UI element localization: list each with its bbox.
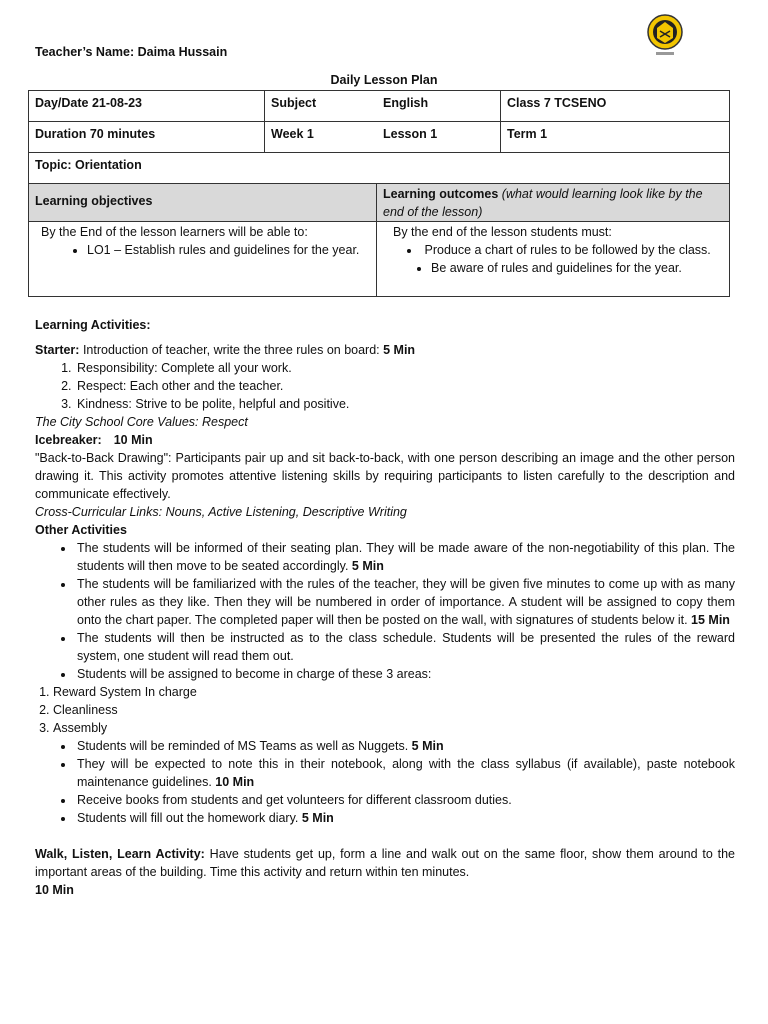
outcome-item: • Be aware of rules and guidelines for the year.	[431, 259, 723, 277]
table-row	[29, 222, 729, 296]
other-activities-list	[35, 539, 735, 683]
icebreaker-time: 10 Min	[113, 433, 153, 447]
lesson-plan-table	[28, 90, 730, 297]
list-item	[75, 809, 735, 827]
cross-curricular: Cross-Curricular Links: Nouns, Active Listening, Descriptive Writing	[35, 505, 407, 519]
item-time: 10 Min	[215, 775, 255, 789]
subject-cell	[265, 91, 501, 121]
subject-value: English	[383, 96, 429, 110]
starter-time: 5 Min	[383, 343, 416, 357]
item-text: Students will be reminded of MS Teams as well as Nuggets.	[77, 739, 412, 753]
item-time: 5 Min	[301, 811, 334, 825]
item-text: Students will be assigned to become in charge of these 3 areas:	[77, 667, 432, 681]
item-text: The students will be familiarized with the rules of the teacher, they will be given five minutes to come up with as many other rules as they like. Then they will be numbered in order of importance. A student will be assigned to copy them onto the chart paper. The completed paper will then be posted on the wall, with signatures of students below it.	[77, 577, 735, 627]
item-text: Receive books from students and get volunteers for different classroom duties.	[77, 793, 512, 807]
icebreaker-line	[35, 431, 735, 449]
core-values: The City School Core Values: Respect	[35, 415, 248, 429]
activities-heading: Learning Activities:	[35, 318, 151, 332]
learning-activities	[35, 316, 735, 899]
outcomes-cell	[377, 222, 729, 296]
rules-list	[35, 359, 735, 413]
table-row	[29, 184, 729, 222]
icebreaker-label: Icebreaker:	[35, 433, 102, 447]
starter-line	[35, 341, 735, 359]
class-cell: Class 7 TCSENO	[507, 96, 607, 110]
walk-activity	[35, 845, 735, 881]
week-label: Week 1	[271, 127, 314, 141]
list-item	[75, 665, 735, 683]
other-activities-heading: Other Activities	[35, 523, 127, 537]
walk-text: Have students get up, form a line and walk out on the same floor, show them around to the important areas of the building. Time this activity and return within ten minutes.	[35, 847, 735, 879]
starter-text: Introduction of teacher, write the three rules on board:	[79, 343, 384, 357]
list-item: 2. Respect: Each other and the teacher.	[75, 377, 735, 395]
subject-label: Subject	[271, 96, 317, 110]
objectives-heading: Learning objectives	[29, 184, 377, 221]
lesson-label: Lesson 1	[383, 127, 438, 141]
list-item: 1. Responsibility: Complete all your work.	[75, 359, 735, 377]
item-time: 5 Min	[411, 739, 444, 753]
item-time: 15 Min	[691, 613, 730, 627]
list-item	[75, 629, 735, 665]
table-row	[29, 91, 729, 122]
list-item	[75, 755, 735, 791]
item-text: Students will fill out the homework diary.	[77, 811, 302, 825]
school-crest-logo	[646, 11, 684, 59]
outcomes-note: (what would learning look like by the end of the lesson)	[383, 187, 703, 219]
list-item	[75, 791, 735, 809]
walk-time: 10 Min	[35, 883, 74, 897]
day-date-cell: Day/Date 21-08-23	[29, 91, 265, 121]
outcomes-heading-cell	[377, 184, 729, 221]
outcomes-intro: By the end of the lesson students must:	[393, 225, 612, 239]
teacher-name: Teacher’s Name: Daima Hussain	[35, 45, 228, 59]
topic-cell: Topic: Orientation	[35, 158, 142, 172]
item-text: They will be expected to note this in their notebook, along with the class syllabus (if available), paste notebook maintenance guidelines.	[77, 757, 735, 789]
outcome-item: • Produce a chart of rules to be followed by the class.	[407, 241, 723, 259]
duration-cell: Duration 70 minutes	[29, 122, 265, 152]
table-row	[29, 122, 729, 153]
starter-label: Starter:	[35, 343, 80, 357]
objective-item: • LO1 – Establish rules and guidelines for the year.	[87, 241, 370, 259]
outcomes-heading: Learning outcomes	[383, 187, 499, 201]
item-time: 5 Min	[351, 559, 384, 573]
more-activities-list	[35, 737, 735, 827]
areas-list	[13, 683, 735, 737]
item-text: The students will then be instructed as to the class schedule. Students will be presented the rules of the reward system, one student will read them out.	[77, 631, 735, 663]
list-item: 2. Cleanliness	[53, 701, 735, 719]
objectives-cell	[29, 222, 377, 296]
list-item	[75, 539, 735, 575]
week-lesson-cell	[265, 122, 501, 152]
walk-label: Walk, Listen, Learn Activity:	[35, 847, 205, 861]
list-item: 1. Reward System In charge	[53, 683, 735, 701]
list-item	[75, 575, 735, 629]
document-title: Daily Lesson Plan	[330, 73, 438, 87]
list-item	[75, 737, 735, 755]
list-item: 3. Assembly	[53, 719, 735, 737]
item-text: The students will be informed of their seating plan. They will be made aware of the non-negotiability of this plan. The students will then move to be seated accordingly.	[77, 541, 735, 573]
icebreaker-text: "Back-to-Back Drawing": Participants pair up and sit back-to-back, with one person describing an image and the other person drawing it. This activity promotes attentive listening skills by requiring participants to listen carefully to the description and communicate effectively.	[35, 451, 735, 501]
table-row	[29, 153, 729, 184]
list-item: 3. Kindness: Strive to be polite, helpful and positive.	[75, 395, 735, 413]
objectives-intro: By the End of the lesson learners will be able to:	[41, 225, 308, 239]
term-cell: Term 1	[507, 127, 548, 141]
